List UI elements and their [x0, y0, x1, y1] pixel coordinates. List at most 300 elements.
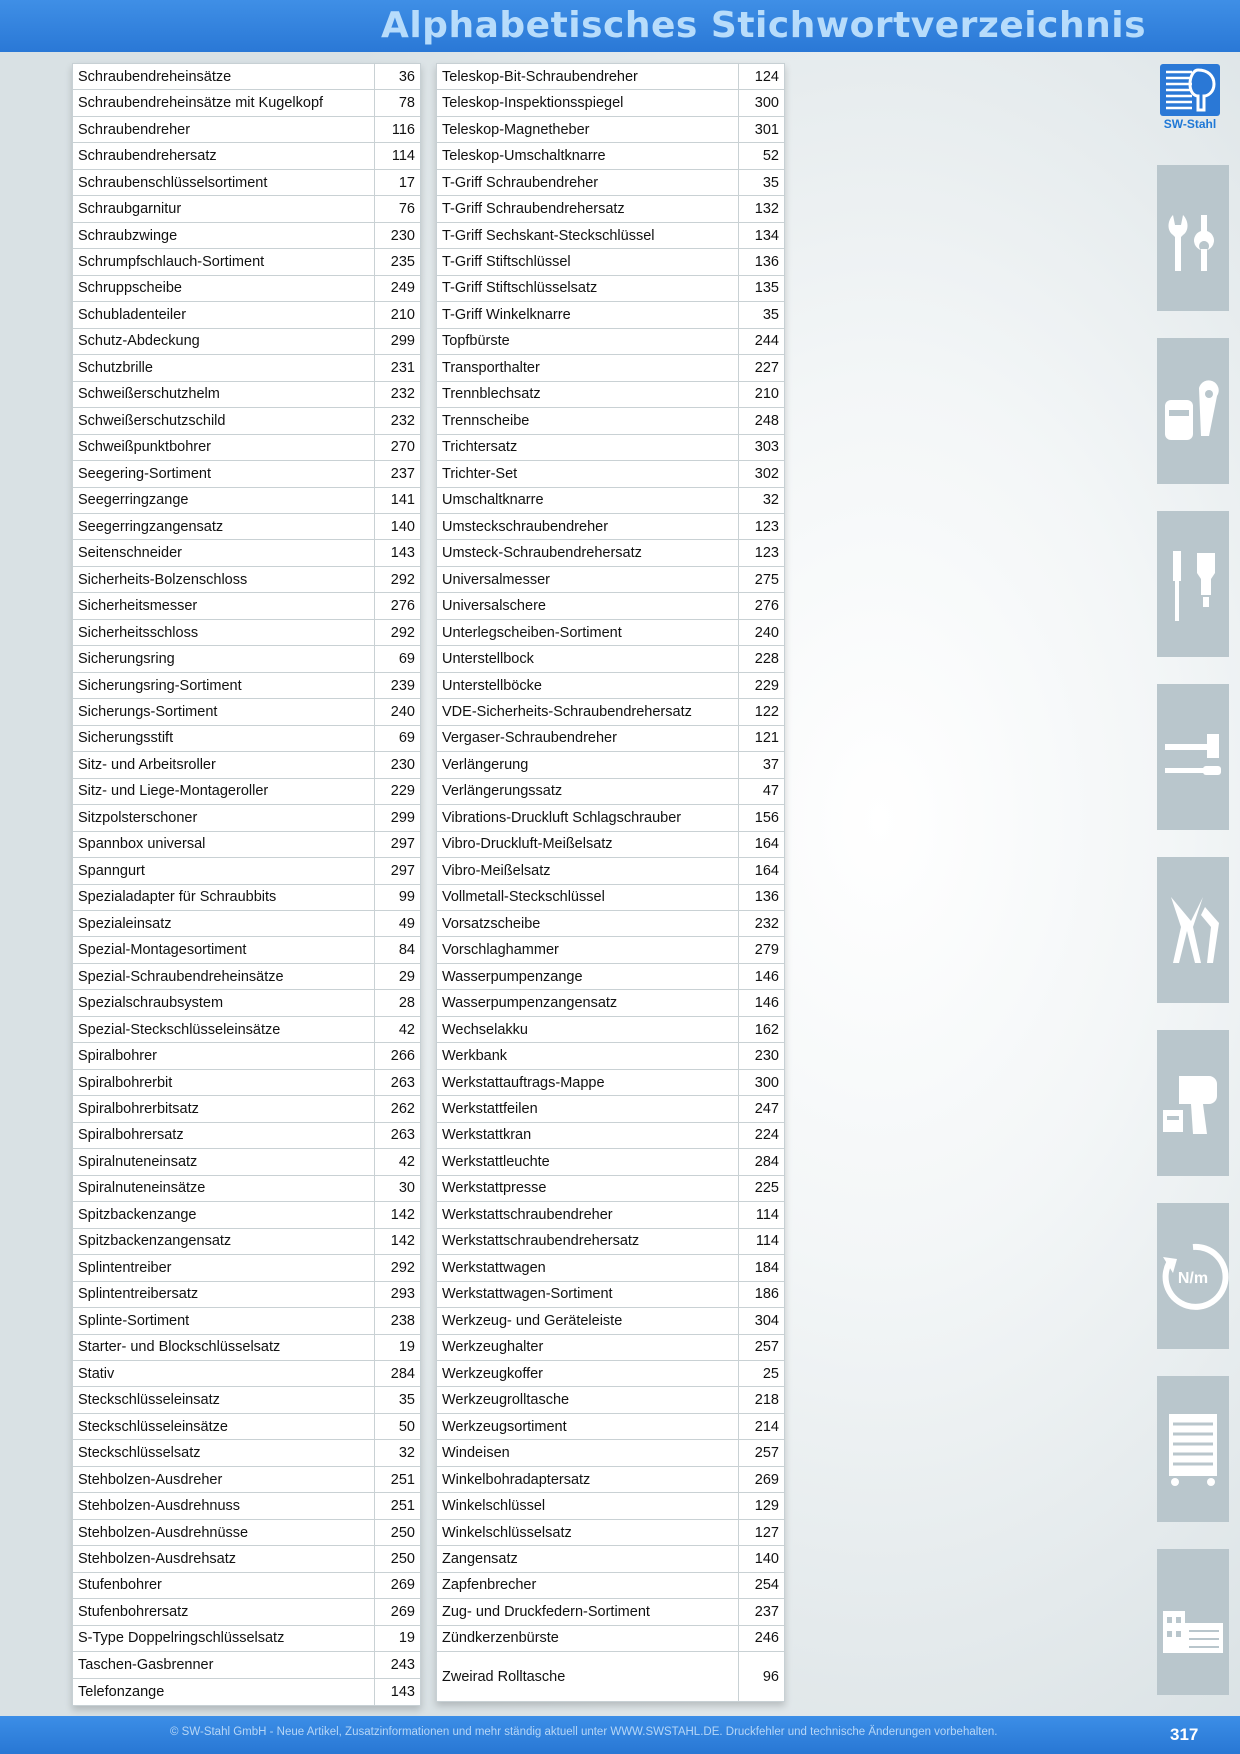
index-term: Werkstattkran: [437, 1123, 739, 1148]
tab-sockets[interactable]: [1157, 338, 1229, 484]
index-term: Vorsatzscheibe: [437, 911, 739, 936]
index-row: [437, 223, 784, 249]
index-term: Vergaser-Schraubendreher: [437, 726, 739, 751]
index-term: Seitenschneider: [73, 540, 375, 565]
index-page-number: 29: [398, 968, 415, 985]
index-page-number: 237: [390, 465, 415, 482]
index-page-number: 249: [390, 280, 415, 297]
index-page-number: 19: [398, 1339, 415, 1356]
index-term: Teleskop-Umschaltknarre: [437, 143, 739, 168]
index-term: Stehbolzen-Ausdrehsatz: [73, 1546, 375, 1571]
index-term: Werkstattauftrags-Mappe: [437, 1070, 739, 1095]
index-row: [437, 382, 784, 408]
index-row: [437, 858, 784, 884]
index-row: [73, 117, 420, 143]
index-term: Taschen-Gasbrenner: [73, 1652, 375, 1677]
index-row: [73, 355, 420, 381]
index-row: [437, 1573, 784, 1599]
index-term: T-Griff Schraubendrehersatz: [437, 196, 739, 221]
index-page-number: 124: [754, 68, 779, 85]
index-row: [437, 1387, 784, 1413]
index-term: Wasserpumpenzange: [437, 964, 739, 989]
index-term: Schraubgarnitur: [73, 196, 375, 221]
index-row: [73, 540, 420, 566]
index-term: Werkzeughalter: [437, 1335, 739, 1360]
index-term: Schweißpunktbohrer: [73, 435, 375, 460]
index-page-number: 146: [754, 995, 779, 1012]
wrench-spanner-icon: [1157, 165, 1229, 311]
index-page-number: 284: [390, 1365, 415, 1382]
index-page-number: 114: [755, 1233, 779, 1250]
index-row: [437, 937, 784, 963]
index-table-right: [436, 63, 785, 1702]
index-page-number: 266: [390, 1048, 415, 1065]
index-row: [73, 1573, 420, 1599]
index-term: Stehbolzen-Ausdreher: [73, 1467, 375, 1492]
index-page-number: 247: [754, 1101, 779, 1118]
index-row: [437, 170, 784, 196]
index-term: Schraubenschlüsselsortiment: [73, 170, 375, 195]
index-term: T-Griff Sechskant-Steckschlüssel: [437, 223, 739, 248]
index-term: Teleskop-Bit-Schraubendreher: [437, 64, 739, 89]
index-term: Trennblechsatz: [437, 382, 739, 407]
index-row: [73, 1070, 420, 1096]
index-page-number: 76: [398, 201, 415, 218]
index-term: Schutzbrille: [73, 355, 375, 380]
index-row: [73, 593, 420, 619]
index-term: Schraubendreher: [73, 117, 375, 142]
index-page-number: 244: [754, 333, 779, 350]
index-row: [73, 223, 420, 249]
index-row: [73, 911, 420, 937]
index-term: Trichter-Set: [437, 461, 739, 486]
index-row: [73, 1017, 420, 1043]
index-term: Werkstattwagen-Sortiment: [437, 1282, 739, 1307]
index-row: [437, 1599, 784, 1625]
index-term: Sicherungsstift: [73, 726, 375, 751]
index-page-number: 156: [754, 809, 779, 826]
index-term: Wasserpumpenzangensatz: [437, 990, 739, 1015]
index-page-number: 300: [754, 1074, 779, 1091]
index-term: Spanngurt: [73, 858, 375, 883]
index-term: Stativ: [73, 1361, 375, 1386]
index-page-number: 141: [390, 492, 415, 509]
index-page-number: 78: [398, 95, 415, 112]
index-row: [73, 1626, 420, 1652]
index-page-number: 269: [754, 1471, 779, 1488]
index-row: [437, 435, 784, 461]
index-row: [73, 64, 420, 90]
index-page-number: 164: [754, 862, 779, 879]
socket-wrench-icon: [1157, 338, 1229, 484]
index-page-number: 284: [754, 1153, 779, 1170]
index-row: [73, 514, 420, 540]
index-term: Umsteckschraubendreher: [437, 514, 739, 539]
index-page-number: 143: [390, 1683, 415, 1700]
index-row: [73, 488, 420, 514]
index-row: [73, 1229, 420, 1255]
index-page-number: 304: [754, 1312, 779, 1329]
index-term: T-Griff Stiftschlüssel: [437, 249, 739, 274]
index-row: [73, 276, 420, 302]
index-row: [437, 1017, 784, 1043]
index-row: [73, 805, 420, 831]
index-table-left: [72, 63, 421, 1706]
index-row: [437, 1440, 784, 1466]
index-page-number: 136: [754, 889, 779, 906]
index-term: Spiralnuteneinsatz: [73, 1149, 375, 1174]
tab-pneumatic[interactable]: [1157, 1030, 1229, 1176]
index-page-number: 250: [390, 1550, 415, 1567]
index-term: Seegering-Sortiment: [73, 461, 375, 486]
index-term: Spitzbackenzange: [73, 1202, 375, 1227]
index-page-number: 143: [390, 545, 415, 562]
index-row: [437, 1546, 784, 1572]
index-page-number: 270: [390, 439, 415, 456]
index-term: Schrumpfschlauch-Sortiment: [73, 249, 375, 274]
index-row: [73, 567, 420, 593]
index-row: [437, 1123, 784, 1149]
index-term: Spiralnuteneinsätze: [73, 1176, 375, 1201]
index-page-number: 37: [762, 756, 779, 773]
index-row: [73, 1308, 420, 1334]
workshop-building-icon: [1157, 1549, 1229, 1695]
index-page-number: 232: [390, 386, 415, 403]
index-page-number: 19: [398, 1630, 415, 1647]
index-term: Trennscheibe: [437, 408, 739, 433]
tab-screwdrivers[interactable]: [1157, 511, 1229, 657]
index-term: Werkstattleuchte: [437, 1149, 739, 1174]
index-term: Sitz- und Liege-Montageroller: [73, 779, 375, 804]
index-page-number: 142: [390, 1206, 415, 1223]
page-title: Alphabetisches Stichwortverzeichnis: [380, 5, 1146, 46]
index-row: [73, 382, 420, 408]
index-page-number: 231: [390, 359, 415, 376]
index-term: Steckschlüsseleinsatz: [73, 1387, 375, 1412]
tab-pliers[interactable]: [1157, 857, 1229, 1003]
index-page-number: 263: [390, 1127, 415, 1144]
index-row: [437, 355, 784, 381]
index-term: Winkelbohradaptersatz: [437, 1467, 739, 1492]
index-page-number: 293: [390, 1286, 415, 1303]
index-row: [73, 779, 420, 805]
index-page-number: 69: [398, 730, 415, 747]
index-page-number: 269: [390, 1577, 415, 1594]
index-page-number: 224: [754, 1127, 779, 1144]
index-row: [73, 1282, 420, 1308]
index-row: [437, 408, 784, 434]
index-page-number: 122: [754, 703, 779, 720]
index-page-number: 35: [762, 306, 779, 323]
index-page-number: 239: [390, 677, 415, 694]
index-row: [73, 1202, 420, 1228]
index-term: Schraubendrehersatz: [73, 143, 375, 168]
index-page-number: 134: [754, 227, 779, 244]
index-term: Universalmesser: [437, 567, 739, 592]
index-page-number: 140: [390, 518, 415, 535]
index-term: Universalschere: [437, 593, 739, 618]
index-row: [437, 699, 784, 725]
index-term: Sitzpolsterschoner: [73, 805, 375, 830]
index-term: Vibro-Druckluft-Meißelsatz: [437, 832, 739, 857]
index-term: Vibrations-Druckluft Schlagschrauber: [437, 805, 739, 830]
index-page-number: 49: [398, 915, 415, 932]
index-page-number: 214: [754, 1418, 779, 1435]
index-page-number: 35: [762, 174, 779, 191]
index-term: Zündkerzenbürste: [437, 1626, 739, 1651]
index-term: Sicherungsring-Sortiment: [73, 673, 375, 698]
index-term: Verlängerungssatz: [437, 779, 739, 804]
index-term: T-Griff Stiftschlüsselsatz: [437, 276, 739, 301]
index-page-number: 251: [390, 1498, 415, 1515]
index-term: Topfbürste: [437, 329, 739, 354]
tab-cabinets[interactable]: [1157, 1376, 1229, 1522]
index-row: [437, 1308, 784, 1334]
index-row: [73, 752, 420, 778]
index-row: [73, 832, 420, 858]
index-term: Seegerringzangensatz: [73, 514, 375, 539]
tab-hammers[interactable]: [1157, 684, 1229, 830]
index-page-number: 135: [754, 280, 779, 297]
index-term: Spiralbohrerbit: [73, 1070, 375, 1095]
index-row: [73, 90, 420, 116]
index-row: [437, 567, 784, 593]
index-page-number: 232: [754, 915, 779, 932]
index-row: [437, 593, 784, 619]
index-row: [73, 1361, 420, 1387]
index-page-number: 225: [754, 1180, 779, 1197]
index-page-number: 237: [754, 1603, 779, 1620]
index-term: Zug- und Druckfedern-Sortiment: [437, 1599, 739, 1624]
index-row: [73, 1043, 420, 1069]
index-term: Zangensatz: [437, 1546, 739, 1571]
index-page-number: 243: [390, 1656, 415, 1673]
index-page-number: 238: [390, 1312, 415, 1329]
index-row: [437, 514, 784, 540]
index-term: Schraubzwinge: [73, 223, 375, 248]
index-page-number: 230: [754, 1048, 779, 1065]
index-term: Vollmetall-Steckschlüssel: [437, 885, 739, 910]
index-row: [73, 937, 420, 963]
tab-wrenches[interactable]: [1157, 165, 1229, 311]
index-row: [73, 858, 420, 884]
index-row: [73, 461, 420, 487]
index-page-number: 210: [390, 306, 415, 323]
index-term: Wechselakku: [437, 1017, 739, 1042]
index-page-number: 276: [390, 598, 415, 615]
index-page-number: 186: [754, 1286, 779, 1303]
index-row: [437, 673, 784, 699]
index-term: Umsteck-Schraubendrehersatz: [437, 540, 739, 565]
index-row: [73, 1652, 420, 1678]
index-row: [437, 90, 784, 116]
index-row: [73, 1546, 420, 1572]
index-row: [73, 329, 420, 355]
index-page-number: 230: [390, 756, 415, 773]
page-number: 317: [1170, 1725, 1199, 1744]
index-term: Teleskop-Magnetheber: [437, 117, 739, 142]
index-term: Werkstattfeilen: [437, 1096, 739, 1121]
index-page-number: 84: [398, 942, 415, 959]
index-page-number: 269: [390, 1603, 415, 1620]
index-term: Teleskop-Inspektionsspiegel: [437, 90, 739, 115]
index-page-number: 42: [398, 1153, 415, 1170]
index-row: [437, 1493, 784, 1519]
index-row: [437, 885, 784, 911]
tab-torque[interactable]: [1157, 1203, 1229, 1349]
index-term: Sicherungs-Sortiment: [73, 699, 375, 724]
index-row: [437, 276, 784, 302]
index-row: [437, 911, 784, 937]
index-term: Werkbank: [437, 1043, 739, 1068]
index-row: [73, 302, 420, 328]
index-row: [437, 805, 784, 831]
index-term: Winkelschlüsselsatz: [437, 1520, 739, 1545]
tab-workshop[interactable]: [1157, 1549, 1229, 1695]
index-term: Sitz- und Arbeitsroller: [73, 752, 375, 777]
index-row: [73, 408, 420, 434]
index-row: [437, 196, 784, 222]
index-term: Werkstattschraubendreher: [437, 1202, 739, 1227]
index-row: [437, 1202, 784, 1228]
index-page-number: 250: [390, 1524, 415, 1541]
index-row: [437, 964, 784, 990]
index-term: Steckschlüsselsatz: [73, 1440, 375, 1465]
index-page-number: 230: [390, 227, 415, 244]
index-term: Schweißerschutzhelm: [73, 382, 375, 407]
index-term: Spezial-Schraubendreheinsätze: [73, 964, 375, 989]
index-page-number: 210: [754, 386, 779, 403]
index-row: [437, 1652, 784, 1701]
index-row: [437, 1626, 784, 1652]
index-row: [73, 1467, 420, 1493]
index-row: [437, 461, 784, 487]
index-page-number: 96: [762, 1668, 779, 1685]
index-page-number: 248: [754, 412, 779, 429]
index-row: [437, 1255, 784, 1281]
index-term: Vorschlaghammer: [437, 937, 739, 962]
index-term: Schweißerschutzschild: [73, 408, 375, 433]
index-term: Sicherheitsschloss: [73, 620, 375, 645]
index-row: [437, 117, 784, 143]
index-page-number: 257: [754, 1339, 779, 1356]
index-page-number: 17: [398, 174, 415, 191]
tool-cabinet-icon: [1157, 1376, 1229, 1522]
index-row: [73, 196, 420, 222]
index-row: [437, 752, 784, 778]
index-term: Verlängerung: [437, 752, 739, 777]
index-row: [437, 832, 784, 858]
index-row: [437, 1467, 784, 1493]
index-page-number: 228: [754, 651, 779, 668]
index-term: Unterlegscheiben-Sortiment: [437, 620, 739, 645]
index-page-number: 254: [754, 1577, 779, 1594]
index-row: [73, 885, 420, 911]
index-page-number: 299: [390, 333, 415, 350]
index-term: Werkstattwagen: [437, 1255, 739, 1280]
index-row: [73, 143, 420, 169]
index-term: Stehbolzen-Ausdrehnuss: [73, 1493, 375, 1518]
index-term: T-Griff Schraubendreher: [437, 170, 739, 195]
index-term: Spiralbohrersatz: [73, 1123, 375, 1148]
index-term: Schutz-Abdeckung: [73, 329, 375, 354]
index-page-number: 121: [754, 730, 779, 747]
index-row: [437, 143, 784, 169]
index-term: Schubladenteiler: [73, 302, 375, 327]
index-page-number: 292: [390, 571, 415, 588]
index-page-number: 28: [398, 995, 415, 1012]
index-page-number: 136: [754, 254, 779, 271]
index-term: Splintentreiber: [73, 1255, 375, 1280]
index-term: Unterstellbock: [437, 646, 739, 671]
brand-name: SW-Stahl: [1163, 117, 1217, 131]
index-row: [73, 964, 420, 990]
index-term: Sicherheitsmesser: [73, 593, 375, 618]
index-page-number: 142: [390, 1233, 415, 1250]
index-term: Schraubendreheinsätze mit Kugelkopf: [73, 90, 375, 115]
index-term: Windeisen: [437, 1440, 739, 1465]
index-term: Splintentreibersatz: [73, 1282, 375, 1307]
index-page-number: 129: [754, 1498, 779, 1515]
screwdriver-socket-icon: [1157, 511, 1229, 657]
index-row: [73, 1493, 420, 1519]
torque-wrench-icon: [1157, 1203, 1229, 1349]
index-row: [73, 170, 420, 196]
index-page-number: 276: [754, 598, 779, 615]
index-row: [73, 249, 420, 275]
index-page-number: 229: [754, 677, 779, 694]
page-footer: [0, 1716, 1240, 1754]
index-row: [73, 726, 420, 752]
index-page-number: 162: [754, 1021, 779, 1038]
index-term: Winkelschlüssel: [437, 1493, 739, 1518]
index-row: [437, 540, 784, 566]
index-term: Seegerringzange: [73, 488, 375, 513]
page-header: [0, 0, 1240, 52]
index-row: [73, 1520, 420, 1546]
index-page-number: 257: [754, 1445, 779, 1462]
index-term: Spiralbohrerbitsatz: [73, 1096, 375, 1121]
index-page-number: 240: [754, 624, 779, 641]
index-page-number: 229: [390, 783, 415, 800]
index-row: [437, 1043, 784, 1069]
index-page-number: 25: [762, 1365, 779, 1382]
index-term: Trichtersatz: [437, 435, 739, 460]
index-term: Spitzbackenzangensatz: [73, 1229, 375, 1254]
index-row: [437, 779, 784, 805]
index-row: [437, 990, 784, 1016]
index-term: Schraubendreheinsätze: [73, 64, 375, 89]
index-row: [73, 1440, 420, 1466]
index-page-number: 123: [754, 545, 779, 562]
index-page-number: 279: [754, 942, 779, 959]
index-page-number: 262: [390, 1101, 415, 1118]
index-term: T-Griff Winkelknarre: [437, 302, 739, 327]
index-term: Stehbolzen-Ausdrehnüsse: [73, 1520, 375, 1545]
index-row: [437, 1149, 784, 1175]
index-term: Telefonzange: [73, 1679, 375, 1705]
index-row: [437, 646, 784, 672]
index-page-number: 292: [390, 1259, 415, 1276]
index-page-number: 123: [754, 518, 779, 535]
index-page-number: 114: [391, 148, 415, 165]
index-page-number: 140: [754, 1550, 779, 1567]
index-term: Spezialschraubsystem: [73, 990, 375, 1015]
index-term: Sicherheits-Bolzenschloss: [73, 567, 375, 592]
index-term: VDE-Sicherheits-Schraubendrehersatz: [437, 699, 739, 724]
index-term: Stufenbohrersatz: [73, 1599, 375, 1624]
index-term: Schruppscheibe: [73, 276, 375, 301]
